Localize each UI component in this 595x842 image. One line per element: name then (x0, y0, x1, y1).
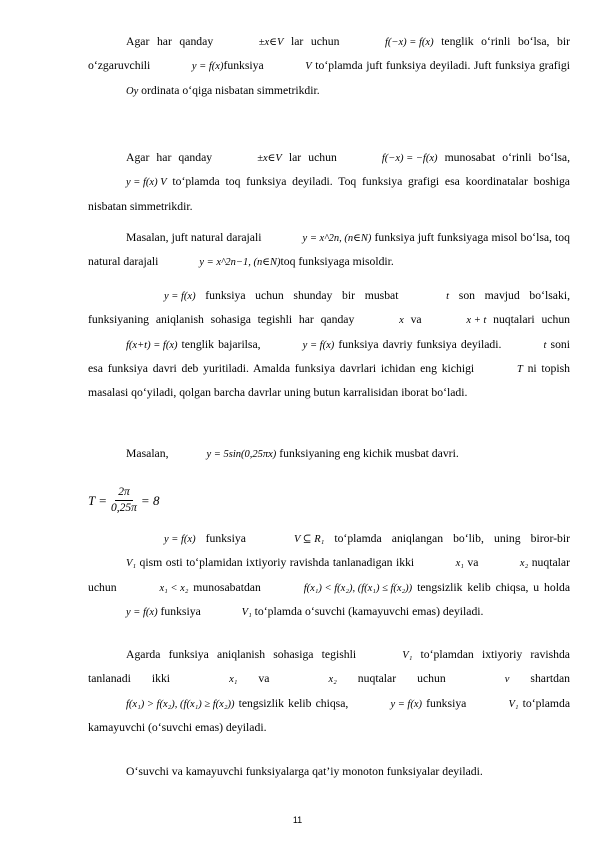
paragraph-period-example (88, 442, 570, 466)
text-run: funksiya (223, 59, 268, 73)
inline-formula: y = f(x) (390, 698, 423, 710)
inline-formula: x₁ (229, 674, 238, 686)
paragraph-periodic-function (88, 284, 570, 404)
text-run: toq funksiyaga misoldir. (280, 255, 394, 269)
inline-formula: Oy (126, 85, 139, 97)
text-run: qism osti to‘plamidan ixtiyoriy ravishda tanlanadigan ikki (136, 556, 418, 570)
text-run: va (237, 672, 291, 686)
inline-formula: y = f(x) V (126, 177, 167, 189)
text-run: shartdan (509, 672, 571, 686)
text-run: ni topish masalasi qo‘yiladi, qolgan barcha davrlar uning butun karralisidan iborat bo‘ladi. (88, 361, 570, 400)
inline-formula: t (446, 291, 450, 302)
inline-formula: x₁ < x₂ (159, 582, 189, 594)
text-run: tengsizlik kelib chiqsa, (234, 696, 353, 710)
text-run: nuqtalari uchun (486, 313, 571, 327)
text-run: nuqtalar uchun (336, 672, 467, 686)
inline-formula: f(−x) = −f(x) (381, 153, 438, 164)
text-run: tenglik o‘rinli bo‘lsa, bir o‘zgaruvchili (88, 35, 571, 73)
inline-formula: y = f(x) (302, 339, 335, 351)
inline-formula: V (305, 61, 312, 73)
inline-formula: ±x∈V (258, 37, 284, 48)
text-run: va (403, 313, 429, 327)
text-run: funksiya juft funksiyaga misol bo‘lsa, toq natural darajali (88, 231, 570, 269)
text-run: tengsizlik kelib chiqsa, u holda (412, 580, 571, 594)
inline-formula: x₁ (455, 558, 464, 570)
text-run: munosabatdan (188, 580, 266, 594)
formula-numerator: 2π (115, 485, 133, 501)
text-run: to‘plamda juft funksiya deyiladi. Juft funksiya grafigi (311, 59, 570, 73)
text-run: Agar har qanday (126, 35, 221, 48)
inline-formula: V₁ (241, 606, 252, 618)
inline-formula: y = f(x) (191, 61, 224, 73)
inline-formula: y = f(x) (164, 534, 196, 545)
formula-fraction (111, 485, 137, 516)
text-run: funksiya (195, 532, 256, 545)
text-run: Agarda funksiya aniqlanish sohasiga tegishli (126, 648, 365, 661)
text-run: lar uchun (283, 35, 347, 48)
text-run: ordinata o‘qiga nisbatan simmetrikdir. (138, 83, 320, 97)
formula-rhs: = 8 (140, 492, 160, 508)
text-run: lar uchun (281, 151, 344, 164)
inline-formula: x₂ (328, 674, 337, 686)
text-run: funksiya (422, 696, 471, 710)
inline-formula: x (399, 315, 404, 327)
formula-denominator: 0,25π (111, 502, 137, 514)
text-run: Masalan, (126, 447, 169, 460)
text-run: funksiya davriy funksiya deyiladi. (334, 337, 506, 351)
text-run: nuqtalar uchun (88, 556, 570, 594)
paragraph-monotone-note (88, 760, 570, 783)
text-run: Masalan, juft natural darajali (126, 231, 265, 244)
page-number: 11 (292, 815, 303, 825)
paragraph-increasing-function (88, 527, 570, 624)
inline-formula: y = f(x) (126, 606, 158, 618)
text-run: son mavjud bo‘lsaki, funksiyaning aniqlanish sohasiga tegishli har qanday (88, 289, 570, 327)
text-run: Agar har qanday (126, 151, 220, 164)
text-run: to‘plamda aniqlangan bo‘lib, uning biror-bir (324, 532, 571, 545)
text-run: funksiya (157, 604, 204, 618)
text-run: tenglik bajarilsa, (177, 337, 265, 351)
text-run: funksiya uchun shunday bir musbat (195, 289, 409, 302)
paragraph-decreasing-function (88, 643, 570, 739)
inline-formula: x₂ (519, 558, 529, 570)
text-run: to‘plamda toq funksiya deyiladi. Toq funksiya grafigi esa koordinatalar boshiga nisbatan simmetrikdir. (88, 175, 570, 213)
text-run: O‘suvchi va kamayuvchi funksiyalarga qat’iy monoton funksiyalar deyiladi. (126, 765, 483, 778)
text-run: to‘plamda o‘suvchi (kamayuvchi emas) deyiladi. (251, 604, 484, 618)
inline-formula: T (516, 363, 523, 375)
inline-formula: f(x+t) = f(x) (126, 339, 178, 351)
inline-formula: V₁ (508, 698, 519, 710)
period-formula (88, 485, 159, 516)
inline-formula: f(x₁) > f(x₂), (f(x₁) ≥ f(x₂)) (126, 698, 235, 710)
text-run: munosabat o‘rinli bo‘lsa, (437, 151, 571, 164)
formula-lhs: T = (88, 492, 108, 508)
inline-formula: V ⊆ R₁ (293, 534, 325, 545)
inline-formula: V₁ (126, 558, 137, 570)
inline-formula: f(−x) = f(x) (385, 37, 434, 48)
paragraph-odd-function (88, 146, 570, 218)
inline-formula: v (504, 674, 510, 686)
inline-formula: f(x₁) < f(x₂), (f(x₁) ≤ f(x₂)) (303, 582, 413, 594)
paragraph-even-function (88, 30, 570, 103)
inline-formula: y = 5sin(0,25πx) (206, 449, 277, 460)
inline-formula: x + t (466, 315, 487, 327)
inline-formula: y = x^2n, (n∈N) (302, 233, 372, 244)
text-run: to‘plamda kamayuvchi (o‘suvchi emas) deyiladi. (88, 696, 571, 734)
inline-formula: t (543, 339, 547, 351)
text-run: to‘plamdan ixtiyoriy ravishda tanlanadi ikki (88, 648, 570, 686)
inline-formula: ±x∈V (257, 153, 282, 164)
text-run: va (463, 556, 482, 570)
paragraph-power-example (88, 226, 570, 275)
inline-formula: y = x^2n−1, (n∈N) (199, 257, 281, 269)
inline-formula: V₁ (402, 650, 413, 661)
text-run: funksiyaning eng kichik musbat davri. (276, 447, 459, 460)
inline-formula: y = f(x) (164, 291, 196, 302)
text-run: soni esa funksiya davri deb yuritiladi. Amalda funksiya davrlari ichidan eng kichigi (88, 337, 571, 375)
